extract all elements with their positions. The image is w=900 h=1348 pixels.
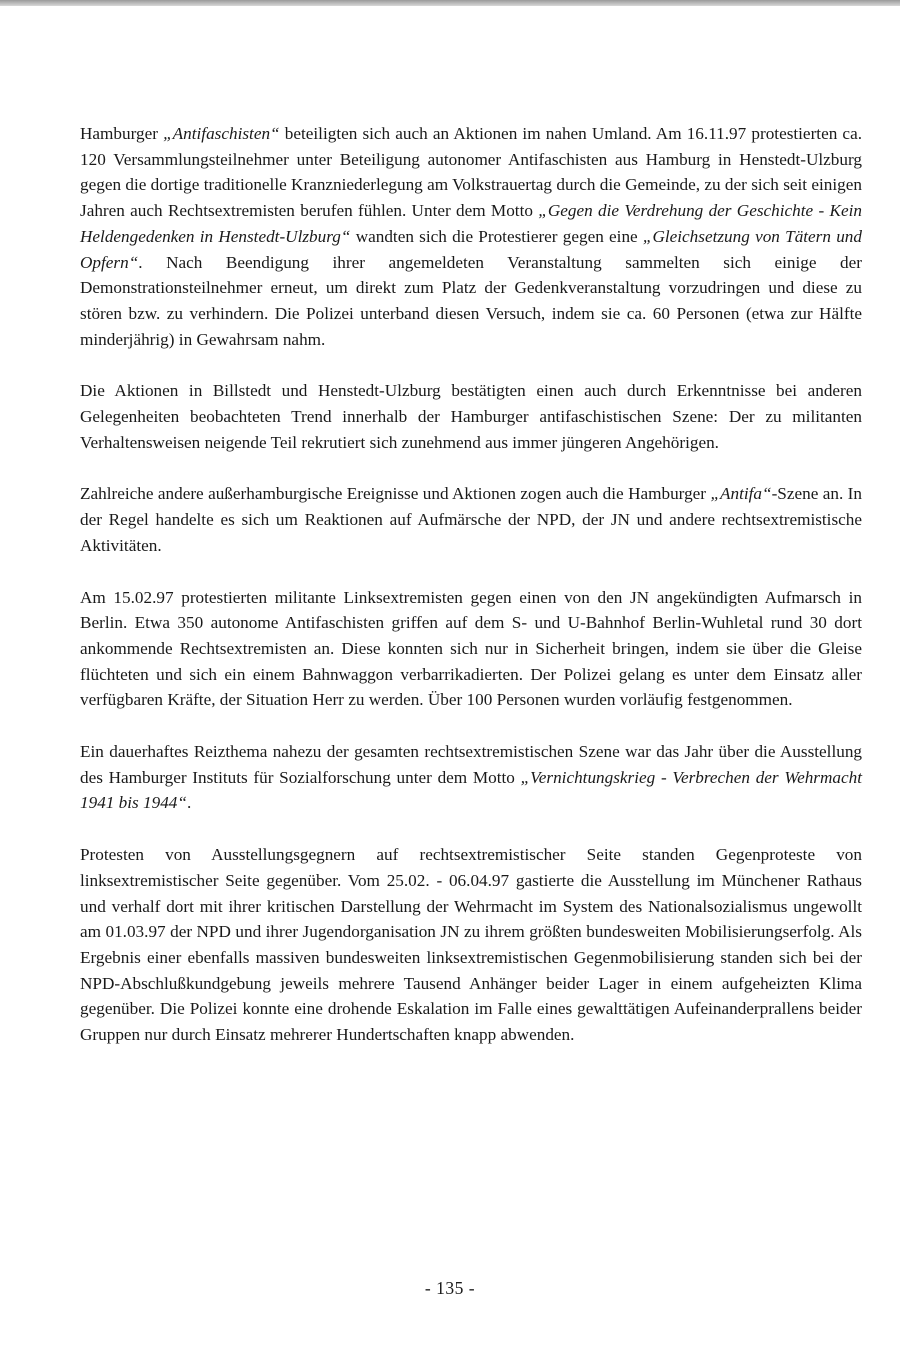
- paragraph: [80, 585, 862, 714]
- text-run: Die Aktionen in Billstedt und Henstedt-Ulzburg bestätigten einen auch durch Erkenntnisse bei anderen Gelegenheiten beobachteten Trend innerhalb der Hamburger antifaschistischen Szene: Der zu militanten Verhaltensweisen neigende Teil rekrutiert sich zunehmend aus immer jüngeren Angehörigen.: [80, 381, 862, 452]
- text-run: Ein dauerhaftes Reizthema nahezu der gesamten rechtsextremistischen Szene war das Jahr über die Ausstellung des Hamburger Instituts für Sozialforschung unter dem Motto: [80, 742, 862, 787]
- page-number: - 135 -: [424, 1278, 476, 1298]
- text-run: Zahlreiche andere außerhamburgische Ereignisse und Aktionen zogen auch die Hamburger: [80, 484, 711, 504]
- text-run: Hamburger: [80, 124, 164, 143]
- page-body: [80, 121, 862, 1074]
- paragraph: [80, 378, 862, 455]
- paragraph: [80, 739, 862, 816]
- paragraph: [80, 842, 862, 1048]
- italic-quote: „Gegen die Verdrehung der Geschichte - Kein Heldengedenken in Henstedt-Ulzburg“: [80, 201, 862, 246]
- text-run: Protesten von Ausstellungsgegnern auf rechtsextremistischer Seite standen Gegenproteste von linksextremistischer Seite gegenüber. Vom 25.02. - 06.04.97 gastierte die Ausstellung im Münchener Rathaus und verhalf dort mit ihrer kritischen Darstellung der Wehrmacht im System des Nationalsozialismus ungewollt am 01.03.97 der NPD und ihrer Jugendorganisation JN zu ihrem größten bundesweiten Mobilisierungserfolg. Als Ergebnis einer ebenfalls massiven bundesweiten linksextremistischen Gegenmobilisierung standen sich bei der NPD-Abschlußkundgebung jeweils mehrere Tausend Anhänger beider Lager in einem aufgeheizten Klima gegenüber. Die Polizei konnte eine drohende Eskalation im Falle eines gewalttätigen Aufeinanderprallens beider Gruppen nur durch Einsatz mehrerer Hundertschaften knapp abwenden.: [80, 845, 862, 1045]
- italic-quote: „Vernichtungskrieg - Verbrechen der Wehrmacht 1941 bis 1944“: [80, 767, 862, 813]
- italic-quote: „Gleichsetzung von Tätern und Opfern“: [80, 226, 862, 272]
- italic-quote: „Antifa“: [710, 484, 772, 504]
- text-run: -Szene an. In der Regel handelte es sich um Reaktionen auf Aufmärsche der NPD, der JN und andere rechtsextremistische Aktivitäten.: [80, 484, 862, 555]
- paragraph: [80, 121, 862, 352]
- italic-quote: „Antifaschisten“: [163, 124, 280, 143]
- paragraph: [80, 481, 862, 558]
- text-run: . Nach Beendigung ihrer angemeldeten Veranstaltung sammelten sich einige der Demonstrationsteilnehmer erneut, um direkt zum Platz der Gedenkveranstaltung vorzudringen und diese zu stören bzw. zu verhindern. Die Polizei unterband diesen Versuch, indem sie ca. 60 Personen (etwa zur Hälfte minderjährig) in Gewahrsam nahm.: [80, 252, 862, 349]
- text-run: wandten sich die Protestierer gegen eine: [350, 226, 643, 246]
- text-run: .: [186, 793, 192, 813]
- text-run: beteiligten sich auch an Aktionen im nahen Umland. Am 16.11.97 protestierten ca. 120 Versammlungsteilnehmer unter Beteiligung autonomer Antifaschisten aus Hamburg in Henstedt-Ulzburg gegen die dortige traditionelle Kranzniederlegung am Volkstrauertag durch die Gemeinde, zu der sich seit einigen Jahren auch Rechtsextremisten berufen fühlen. Unter dem Motto: [80, 124, 862, 221]
- text-run: Am 15.02.97 protestierten militante Linksextremisten gegen einen von den JN angekündigten Aufmarsch in Berlin. Etwa 350 autonome Antifaschisten griffen auf dem S- und U-Bahnhof Berlin-Wuhletal rund 30 dort ankommende Rechtsextremisten an. Diese konnten sich nur in Sicherheit bringen, indem sie über die Gleise flüchteten und sich ein einem Bahnwaggon verbarrikadierten. Der Polizei gelang es unter dem Einsatz aller verfügbaren Kräfte, der Situation Herr zu werden. Über 100 Personen wurden vorläufig festgenommen.: [80, 587, 862, 710]
- scan-top-edge: [0, 0, 900, 6]
